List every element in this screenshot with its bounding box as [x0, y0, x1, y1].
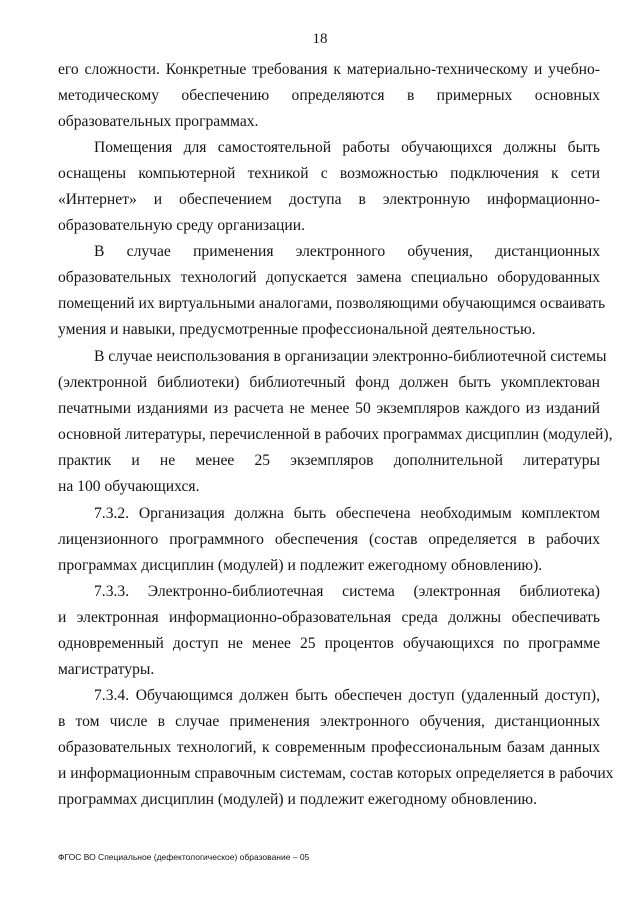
page-number: 18	[312, 31, 328, 47]
paragraph-6-line-1: 7.3.3. Электронно-библиотечная система (электронная библиотека)	[94, 583, 600, 600]
paragraph-3-line-1: В случае применения электронного обучения, дистанционных	[94, 243, 600, 260]
paragraph-4-line-3: печатными изданиями из расчета не менее 50 экземпляров каждого из изданий	[58, 400, 600, 417]
paragraph-1-line-3: образовательных программах.	[58, 113, 259, 130]
paragraph-2-line-2: оснащены компьютерной техникой с возможностью подключения к сети	[58, 165, 600, 182]
paragraph-1-line-1: его сложности. Конкретные требования к материально-техническому и учебно-	[58, 61, 600, 78]
paragraph-7-line-4: и информационным справочным системам, состав которых определяется в рабочих	[58, 765, 614, 782]
paragraph-4-line-6: на 100 обучающихся.	[58, 478, 200, 495]
paragraph-7-line-1: 7.3.4. Обучающимся должен быть обеспечен доступ (удаленный доступ),	[94, 687, 600, 704]
paragraph-6-line-2: и электронная информационно-образовательная среда должны обеспечивать	[58, 609, 600, 626]
paragraph-4-line-4: основной литературы, перечисленной в рабочих программах дисциплин (модулей),	[58, 426, 613, 443]
paragraph-5-line-3: программах дисциплин (модулей) и подлежит ежегодному обновлению).	[58, 557, 543, 574]
paragraph-2-line-4: образовательную среду организации.	[58, 217, 305, 234]
paragraph-6-line-4: магистратуры.	[58, 661, 155, 678]
paragraph-3-line-2: образовательных технологий допускается замена специально оборудованных	[58, 269, 600, 286]
paragraph-4-line-1: В случае неиспользования в организации электронно-библиотечной системы	[94, 348, 607, 365]
paragraph-4-line-5: практик и не менее 25 экземпляров дополнительной литературы	[58, 452, 600, 469]
paragraph-5-line-1: 7.3.2. Организация должна быть обеспечена необходимым комплектом	[94, 505, 600, 522]
paragraph-1-line-2: методическому обеспечению определяются в примерных основных	[58, 87, 600, 104]
paragraph-7-line-3: образовательных технологий, к современным профессиональным базам данных	[58, 739, 600, 756]
paragraph-6-line-3: одновременный доступ не менее 25 процентов обучающихся по программе	[58, 635, 600, 652]
paragraph-3-line-3: помещений их виртуальными аналогами, позволяющими обучающимся осваивать	[58, 295, 606, 312]
paragraph-7-line-2: в том числе в случае применения электронного обучения, дистанционных	[58, 713, 600, 730]
paragraph-2-line-1: Помещения для самостоятельной работы обучающихся должны быть	[94, 139, 600, 156]
paragraph-3-line-4: умения и навыки, предусмотренные профессиональной деятельностью.	[58, 321, 536, 338]
paragraph-4-line-2: (электронной библиотеки) библиотечный фонд должен быть укомплектован	[58, 374, 600, 391]
paragraph-5-line-2: лицензионного программного обеспечения (состав определяется в рабочих	[58, 531, 600, 548]
paragraph-2-line-3: «Интернет» и обеспечением доступа в электронную информационно-	[58, 191, 600, 208]
page-footer: ФГОС ВО Специальное (дефектологическое) образование – 05	[58, 852, 310, 862]
paragraph-7-line-5: программах дисциплин (модулей) и подлежит ежегодному обновлению.	[58, 791, 537, 808]
